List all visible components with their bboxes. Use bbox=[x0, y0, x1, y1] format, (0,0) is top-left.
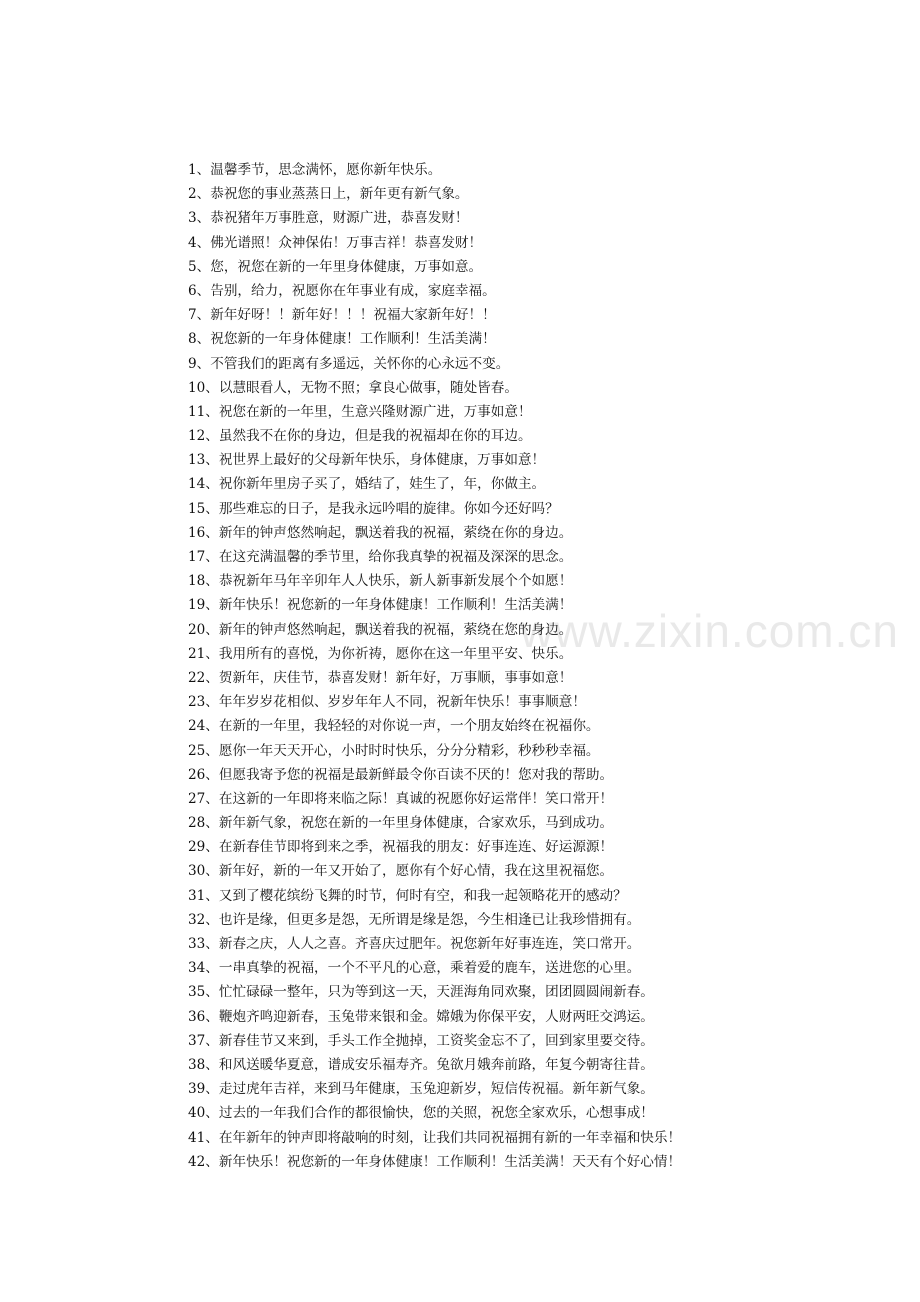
list-item: 12、虽然我不在你的身边，但是我的祝福却在你的耳边。 bbox=[188, 428, 532, 445]
list-item: 1、温馨季节，思念满怀，愿你新年快乐。 bbox=[188, 162, 442, 178]
list-item: 27、在这新的一年即将来临之际！真诚的祝愿你好运常伴！笑口常开！ bbox=[188, 790, 614, 807]
list-item: 22、贺新年，庆佳节，恭喜发财！新年好，万事顺，事事如意！ bbox=[188, 669, 573, 686]
list-item: 36、鞭炮齐鸣迎新春，玉兔带来银和金。嫦娥为你保平安，人财两旺交鸿运。 bbox=[188, 1008, 654, 1025]
list-item: 9、不管我们的距离有多遥远，关怀你的心永远不变。 bbox=[188, 355, 510, 372]
list-item: 24、在新的一年里，我轻轻的对你说一声，一个朋友始终在祝福你。 bbox=[188, 718, 600, 735]
list-item: 28、新年新气象，祝您在新的一年里身体健康，合家欢乐，马到成功。 bbox=[188, 815, 614, 832]
greeting-list bbox=[188, 158, 888, 1174]
list-item: 18、恭祝新年马年辛卯年人人快乐，新人新事新发展个个如愿！ bbox=[188, 573, 573, 590]
list-item: 15、那些难忘的日子，是我永远吟唱的旋律。你如今还好吗？ bbox=[188, 500, 559, 517]
list-item: 16、新年的钟声悠然响起，飘送着我的祝福，萦绕在你的身边。 bbox=[188, 524, 573, 541]
list-item: 8、祝您新的一年身体健康！工作顺利！生活美满！ bbox=[188, 331, 496, 348]
list-item: 23、年年岁岁花相似、岁岁年年人不同，祝新年快乐！事事顺意！ bbox=[188, 694, 586, 711]
list-item: 38、和风送暖华夏意，谱成安乐福寿齐。兔欲月娥奔前路，年复今朝寄往昔。 bbox=[188, 1056, 654, 1073]
list-item: 14、祝你新年里房子买了，婚结了，娃生了，年，你做主。 bbox=[188, 476, 546, 493]
list-item: 35、忙忙碌碌一整年，只为等到这一天，天涯海角同欢聚，团团圆圆闹新春。 bbox=[188, 984, 654, 1001]
list-item: 30、新年好，新的一年又开始了，愿你有个好心情，我在这里祝福您。 bbox=[188, 863, 614, 880]
watermark: www.zixin.com.cn bbox=[520, 605, 899, 657]
list-item: 11、祝您在新的一年里，生意兴隆财源广进，万事如意！ bbox=[188, 403, 532, 420]
list-item: 42、新年快乐！祝您新的一年身体健康！工作顺利！生活美满！天天有个好心情！ bbox=[188, 1153, 682, 1170]
list-item: 37、新春佳节又来到，手头工作全抛掉，工资奖金忘不了，回到家里要交待。 bbox=[188, 1032, 654, 1049]
list-item: 10、以慧眼看人，无物不照；拿良心做事，随处皆春。 bbox=[188, 379, 518, 396]
list-item: 17、在这充满温馨的季节里，给你我真挚的祝福及深深的思念。 bbox=[188, 549, 573, 565]
list-item: 3、恭祝猪年万事胜意，财源广进，恭喜发财！ bbox=[188, 210, 469, 227]
list-item: 13、祝世界上最好的父母新年快乐，身体健康，万事如意！ bbox=[188, 452, 546, 469]
list-item: 40、过去的一年我们合作的都很愉快，您的关照，祝您全家欢乐，心想事成！ bbox=[188, 1105, 654, 1122]
list-item: 26、但愿我寄予您的祝福是最新鲜最令你百读不厌的！您对我的帮助。 bbox=[188, 766, 614, 783]
list-item: 32、也许是缘，但更多是怨，无所谓是缘是怨，今生相逢已让我珍惜拥有。 bbox=[188, 911, 641, 928]
list-item: 7、新年好呀！！新年好！！！祝福大家新年好！！ bbox=[188, 307, 496, 324]
list-item: 19、新年快乐！祝您新的一年身体健康！工作顺利！生活美满！ bbox=[188, 597, 573, 614]
list-item: 41、在年新年的钟声即将敲响的时刻，让我们共同祝福拥有新的一年幸福和快乐！ bbox=[188, 1129, 682, 1146]
list-item: 31、又到了樱花缤纷飞舞的时节，何时有空，和我一起领略花开的感动？ bbox=[188, 887, 627, 904]
list-item: 33、新春之庆，人人之喜。齐喜庆过肥年。祝您新年好事连连，笑口常开。 bbox=[188, 936, 641, 952]
list-item: 39、走过虎年吉祥，来到马年健康，玉兔迎新岁，短信传祝福。新年新气象。 bbox=[188, 1081, 654, 1098]
list-item: 4、佛光谱照！众神保佑！万事吉祥！恭喜发财！ bbox=[188, 234, 483, 251]
list-item: 5、您，祝您在新的一年里身体健康，万事如意。 bbox=[188, 258, 483, 275]
list-item: 29、在新春佳节即将到来之季，祝福我的朋友：好事连连、好运源源！ bbox=[188, 839, 614, 856]
list-item: 20、新年的钟声悠然响起，飘送着我的祝福，萦绕在您的身边。 bbox=[188, 621, 573, 638]
list-item: 6、告别，给力，祝愿你在年事业有成，家庭幸福。 bbox=[188, 282, 496, 299]
list-item: 2、恭祝您的事业蒸蒸日上，新年更有新气象。 bbox=[188, 186, 469, 203]
list-item: 21、我用所有的喜悦，为你祈祷，愿你在这一年里平安、快乐。 bbox=[188, 645, 573, 662]
list-item: 25、愿你一年天天开心，小时时时快乐，分分分精彩，秒秒秒幸福。 bbox=[188, 742, 600, 759]
list-item: 34、一串真挚的祝福，一个不平凡的心意，乘着爱的鹿车，送进您的心里。 bbox=[188, 960, 641, 977]
